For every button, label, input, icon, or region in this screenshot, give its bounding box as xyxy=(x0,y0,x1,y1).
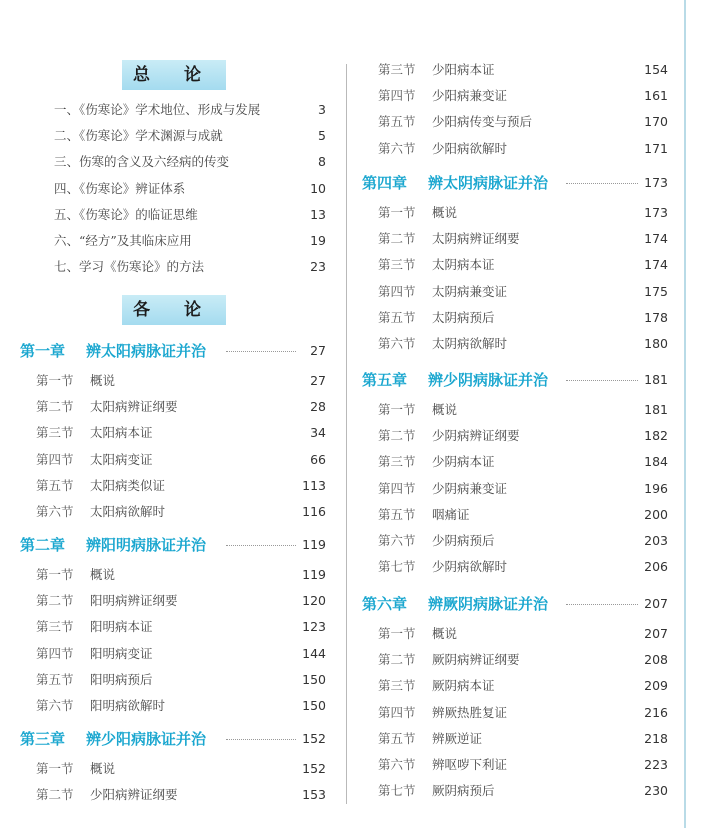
section-number: 第七节 xyxy=(378,559,416,575)
page-number: 182 xyxy=(644,428,668,444)
section-number: 第六节 xyxy=(378,533,416,548)
section-title: 太阳病类似证 xyxy=(90,477,166,493)
toc-section-row[interactable] xyxy=(378,781,668,801)
page-number: 66 xyxy=(310,451,326,467)
page-number: 5 xyxy=(318,128,326,144)
page-number: 113 xyxy=(302,477,326,493)
page-number: 119 xyxy=(302,567,326,582)
page-number: 27 xyxy=(310,373,326,388)
toc-section-row[interactable] xyxy=(378,703,668,723)
page-number: 216 xyxy=(644,704,668,720)
toc-section-row[interactable] xyxy=(36,591,326,611)
intro-title: 四、《伤寒论》辨证体系 xyxy=(54,180,186,196)
page-number: 207 xyxy=(644,596,668,611)
page-number: 208 xyxy=(644,652,668,668)
toc-intro-row[interactable] xyxy=(20,152,326,172)
section-title: 概说 xyxy=(90,567,116,582)
section-title: 少阴病兼变证 xyxy=(432,480,508,496)
chapter-title: 辨少阳病脉证并治 xyxy=(86,730,207,748)
toc-section-row[interactable] xyxy=(36,423,326,443)
section-number: 第三节 xyxy=(378,678,416,694)
section-title: 厥阴病辨证纲要 xyxy=(432,652,520,668)
page-number: 173 xyxy=(644,175,668,190)
section-number: 第一节 xyxy=(36,761,74,776)
toc-section-row[interactable] xyxy=(378,452,668,472)
leader-dots xyxy=(226,351,296,352)
leader-dots xyxy=(226,545,296,546)
section-title: 概说 xyxy=(432,402,458,417)
toc-section-row[interactable] xyxy=(36,644,326,664)
page-number: 3 xyxy=(318,102,326,117)
main-heading: 各 论 xyxy=(122,295,226,325)
toc-section-row[interactable] xyxy=(378,334,668,354)
leader-dots xyxy=(226,739,296,740)
section-title: 少阴病辨证纲要 xyxy=(432,428,520,444)
section-number: 第六节 xyxy=(36,504,74,519)
section-title: 少阴病欲解时 xyxy=(432,559,508,575)
chapter-title: 辨少阴病脉证并治 xyxy=(428,371,549,389)
toc-intro-row[interactable] xyxy=(20,179,326,199)
section-number: 第一节 xyxy=(36,373,74,388)
page-number: 196 xyxy=(644,480,668,496)
section-number: 第一节 xyxy=(378,205,416,220)
page-number: 116 xyxy=(302,504,326,519)
section-title: 阳明病变证 xyxy=(90,645,153,661)
toc-section-row[interactable] xyxy=(378,426,668,446)
section-number: 第五节 xyxy=(378,730,416,746)
page-edge-rule xyxy=(684,0,686,828)
page-number: 178 xyxy=(644,309,668,325)
section-number: 第二节 xyxy=(36,787,74,803)
section-title: 少阳病传变与预后 xyxy=(432,114,533,130)
chapter-title: 辨厥阴病脉证并治 xyxy=(428,595,549,613)
toc-section-row[interactable] xyxy=(378,676,668,696)
intro-heading: 总 论 xyxy=(122,60,226,90)
column-divider xyxy=(346,64,347,804)
section-title: 太阴病预后 xyxy=(432,309,495,325)
intro-title: 五、《伤寒论》的临证思维 xyxy=(54,206,198,222)
chapter-number: 第六章 xyxy=(362,595,408,613)
page-number: 173 xyxy=(644,205,668,220)
section-title: 辨厥热胜复证 xyxy=(432,704,508,720)
section-title: 辨厥逆证 xyxy=(432,730,483,746)
intro-title: 六、“经方”及其临床应用 xyxy=(54,233,192,248)
section-title: 太阳病欲解时 xyxy=(90,504,166,519)
toc-section-row[interactable] xyxy=(36,450,326,470)
section-number: 第五节 xyxy=(378,506,416,522)
section-number: 第三节 xyxy=(378,454,416,470)
toc-section-row[interactable] xyxy=(36,565,326,585)
leader-dots xyxy=(566,380,638,381)
leader-dots xyxy=(566,604,638,605)
page-number: 218 xyxy=(644,730,668,746)
section-number: 第三节 xyxy=(36,619,74,635)
section-title: 咽痛证 xyxy=(432,506,470,522)
page-number: 206 xyxy=(644,559,668,575)
page-number: 171 xyxy=(644,140,668,156)
page-number: 144 xyxy=(302,645,326,661)
toc-section-row[interactable] xyxy=(378,112,668,132)
toc-section-row[interactable] xyxy=(36,502,326,522)
section-title: 少阳病辨证纲要 xyxy=(90,787,178,803)
section-number: 第六节 xyxy=(378,336,416,351)
toc-chapter-row[interactable] xyxy=(362,171,668,195)
section-title: 辨呕哕下利证 xyxy=(432,757,508,772)
toc-section-row[interactable] xyxy=(378,139,668,159)
page-number: 170 xyxy=(644,114,668,130)
section-title: 太阳病变证 xyxy=(90,451,153,467)
toc-section-row[interactable] xyxy=(378,308,668,328)
page-number: 120 xyxy=(302,593,326,609)
toc-intro-row[interactable] xyxy=(20,257,326,277)
section-number: 第七节 xyxy=(378,783,416,799)
page-number: 150 xyxy=(302,698,326,713)
page-number: 8 xyxy=(318,154,326,170)
section-title: 太阴病欲解时 xyxy=(432,336,508,351)
toc-chapter-row[interactable] xyxy=(20,533,326,557)
section-number: 第四节 xyxy=(378,480,416,496)
section-number: 第二节 xyxy=(36,399,74,415)
section-number: 第三节 xyxy=(378,62,416,77)
page-number: 153 xyxy=(302,787,326,803)
toc-intro-row[interactable] xyxy=(20,126,326,146)
section-title: 少阴病预后 xyxy=(432,533,495,548)
section-number: 第一节 xyxy=(378,626,416,641)
page-number: 174 xyxy=(644,231,668,247)
section-title: 少阴病本证 xyxy=(432,454,495,470)
section-title: 太阳病本证 xyxy=(90,425,153,441)
chapter-title: 辨阳明病脉证并治 xyxy=(86,536,207,554)
chapter-number: 第二章 xyxy=(20,536,66,554)
toc-section-row[interactable] xyxy=(36,371,326,391)
toc-section-row[interactable] xyxy=(378,255,668,275)
toc-section-row[interactable] xyxy=(378,505,668,525)
page-number: 150 xyxy=(302,671,326,687)
toc-section-row[interactable] xyxy=(36,397,326,417)
section-number: 第四节 xyxy=(378,704,416,720)
section-number: 第六节 xyxy=(378,757,416,772)
page-number: 230 xyxy=(644,783,668,799)
section-number: 第二节 xyxy=(378,231,416,247)
section-title: 阳明病本证 xyxy=(90,619,153,635)
toc-section-row[interactable] xyxy=(36,617,326,637)
page-number: 184 xyxy=(644,454,668,470)
toc-chapter-row[interactable] xyxy=(20,727,326,751)
chapter-number: 第五章 xyxy=(362,371,408,389)
page-number: 207 xyxy=(644,626,668,641)
section-number: 第五节 xyxy=(378,309,416,325)
toc-section-row[interactable] xyxy=(36,759,326,779)
page-number: 28 xyxy=(310,399,326,415)
toc-section-row[interactable] xyxy=(378,203,668,223)
leader-dots xyxy=(566,183,638,184)
section-title: 阳明病预后 xyxy=(90,671,153,687)
toc-section-row[interactable] xyxy=(378,557,668,577)
chapter-title: 辨太阴病脉证并治 xyxy=(428,174,549,192)
toc-section-row[interactable] xyxy=(378,729,668,749)
toc-intro-row[interactable] xyxy=(20,231,326,251)
toc-section-row[interactable] xyxy=(36,696,326,716)
intro-title: 二、《伤寒论》学术渊源与成就 xyxy=(54,128,223,144)
toc-section-row[interactable] xyxy=(378,531,668,551)
section-title: 太阴病辨证纲要 xyxy=(432,231,520,247)
section-title: 概说 xyxy=(432,626,458,641)
page-number: 34 xyxy=(310,425,326,441)
page-number: 27 xyxy=(310,343,326,358)
section-number: 第二节 xyxy=(36,593,74,609)
page-number: 223 xyxy=(644,757,668,772)
section-title: 概说 xyxy=(90,761,116,776)
chapter-title: 辨太阳病脉证并治 xyxy=(86,342,207,360)
section-title: 阳明病辨证纲要 xyxy=(90,593,178,609)
section-title: 概说 xyxy=(90,373,116,388)
section-number: 第三节 xyxy=(378,257,416,273)
intro-title: 七、学习《伤寒论》的方法 xyxy=(54,259,205,275)
toc-section-row[interactable] xyxy=(36,476,326,496)
page-number: 200 xyxy=(644,506,668,522)
toc-chapter-row[interactable] xyxy=(362,368,668,392)
section-title: 阳明病欲解时 xyxy=(90,698,166,713)
page-number: 181 xyxy=(644,372,668,387)
chapter-number: 第三章 xyxy=(20,730,66,748)
toc-section-row[interactable] xyxy=(378,60,668,80)
section-number: 第五节 xyxy=(378,114,416,130)
section-title: 太阴病兼变证 xyxy=(432,283,508,299)
section-title: 厥阴病本证 xyxy=(432,678,495,694)
toc-section-row[interactable] xyxy=(36,670,326,690)
toc-section-row[interactable] xyxy=(378,479,668,499)
page-number: 119 xyxy=(302,537,326,552)
section-title: 少阳病本证 xyxy=(432,62,495,77)
page-number: 23 xyxy=(310,259,326,275)
page-number: 19 xyxy=(310,233,326,248)
section-title: 少阳病兼变证 xyxy=(432,88,508,104)
section-title: 概说 xyxy=(432,205,458,220)
toc-section-row[interactable] xyxy=(378,282,668,302)
section-number: 第二节 xyxy=(378,428,416,444)
intro-title: 一、《伤寒论》学术地位、形成与发展 xyxy=(54,102,261,117)
toc-section-row[interactable] xyxy=(378,86,668,106)
toc-chapter-row[interactable] xyxy=(362,592,668,616)
section-number: 第二节 xyxy=(378,652,416,668)
section-title: 太阳病辨证纲要 xyxy=(90,399,178,415)
section-number: 第四节 xyxy=(36,645,74,661)
page-number: 180 xyxy=(644,336,668,351)
page-number: 174 xyxy=(644,257,668,273)
section-title: 少阳病欲解时 xyxy=(432,140,508,156)
intro-title: 三、伤寒的含义及六经病的传变 xyxy=(54,154,230,170)
toc-section-row[interactable] xyxy=(378,624,668,644)
toc-section-row[interactable] xyxy=(36,785,326,805)
page-number: 161 xyxy=(644,88,668,104)
toc-section-row[interactable] xyxy=(378,755,668,775)
section-title: 太阴病本证 xyxy=(432,257,495,273)
toc-intro-row[interactable] xyxy=(20,205,326,225)
toc-chapter-row[interactable] xyxy=(20,339,326,363)
section-number: 第三节 xyxy=(36,425,74,441)
toc-intro-row[interactable] xyxy=(20,100,326,120)
section-title: 厥阴病预后 xyxy=(432,783,495,799)
page-number: 154 xyxy=(644,62,668,77)
section-number: 第五节 xyxy=(36,671,74,687)
section-number: 第五节 xyxy=(36,477,74,493)
chapter-number: 第四章 xyxy=(362,174,408,192)
page-number: 209 xyxy=(644,678,668,694)
page-number: 10 xyxy=(310,180,326,196)
page-number: 175 xyxy=(644,283,668,299)
section-number: 第四节 xyxy=(36,451,74,467)
section-number: 第六节 xyxy=(378,140,416,156)
page-number: 181 xyxy=(644,402,668,417)
chapter-number: 第一章 xyxy=(20,342,66,360)
section-number: 第一节 xyxy=(378,402,416,417)
toc-section-row[interactable] xyxy=(378,229,668,249)
page-number: 203 xyxy=(644,533,668,548)
section-number: 第一节 xyxy=(36,567,74,582)
toc-section-row[interactable] xyxy=(378,650,668,670)
toc-section-row[interactable] xyxy=(378,400,668,420)
section-number: 第六节 xyxy=(36,698,74,713)
page-number: 123 xyxy=(302,619,326,635)
page-number: 13 xyxy=(310,206,326,222)
section-number: 第四节 xyxy=(378,283,416,299)
page-number: 152 xyxy=(302,761,326,776)
section-number: 第四节 xyxy=(378,88,416,104)
page-number: 152 xyxy=(302,731,326,746)
